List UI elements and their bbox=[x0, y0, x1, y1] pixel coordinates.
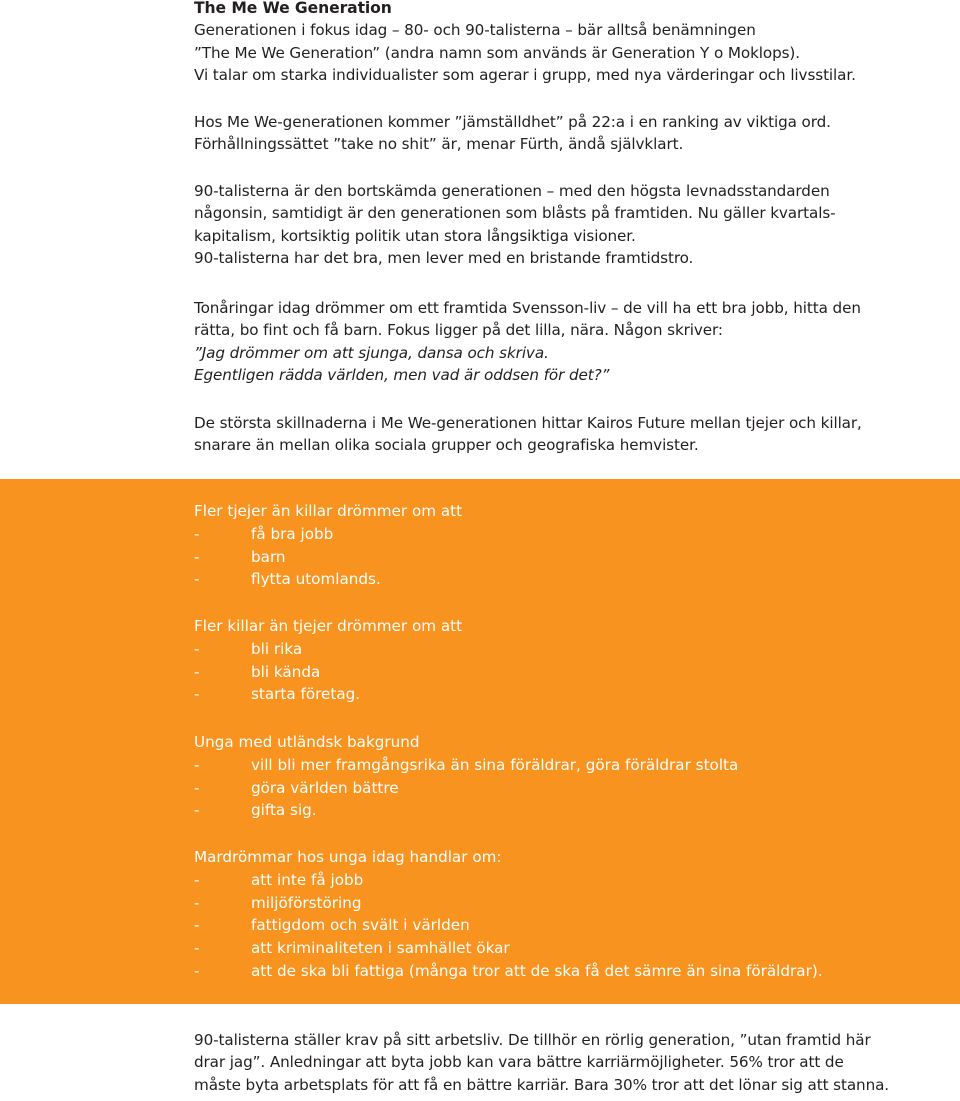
box-group-mardrommar bbox=[194, 846, 934, 983]
paragraph-90-talisterna bbox=[194, 180, 934, 270]
list-item: - bli rika bbox=[194, 639, 303, 658]
paragraph-tonaringar bbox=[194, 297, 934, 387]
box-heading: Fler killar än tjejer drömmer om att bbox=[194, 617, 463, 635]
list-item: - få bra jobb bbox=[194, 524, 334, 543]
list-item: - flytta utomlands. bbox=[194, 570, 381, 589]
intro-line: Vi talar om starka individualister som agerar i grupp, med nya värderingar och livsstilar. bbox=[194, 66, 856, 85]
list-item: - starta företag. bbox=[194, 685, 361, 704]
list-item: - miljöförstöring bbox=[194, 893, 362, 912]
list-item: - att kriminaliteten i samhället ökar bbox=[194, 939, 510, 958]
box-heading: Mardrömmar hos unga idag handlar om: bbox=[194, 848, 502, 866]
box-heading: Fler tjejer än killar drömmer om att bbox=[194, 502, 463, 520]
list-item: - göra världen bättre bbox=[194, 778, 399, 797]
quote-line: Egentligen rädda världen, men vad är oddsen för det?” bbox=[194, 366, 610, 385]
paragraph-line: De största skillnaderna i Me We-generationen hittar Kairos Future mellan tjejer och killar, bbox=[194, 414, 862, 432]
list-item: - fattigdom och svält i världen bbox=[194, 916, 470, 935]
box-heading: Unga med utländsk bakgrund bbox=[194, 733, 420, 751]
paragraph-line: Tonåringar idag drömmer om ett framtida Svensson-liv – de vill ha ett bra jobb, hitta den bbox=[194, 299, 861, 317]
box-group-utlandsk-bakgrund bbox=[194, 731, 934, 822]
list-item: - vill bli mer framgångsrika än sina föräldrar, göra föräldrar stolta bbox=[194, 755, 739, 774]
paragraph-line: någonsin, samtidigt är den generationen som blåsts på framtiden. Nu gäller kvartals- bbox=[194, 204, 836, 223]
paragraph-line: drar jag”. Anledningar att byta jobb kan vara bättre karriärmöjligheter. 56% tror att de bbox=[194, 1053, 844, 1072]
box-group-tjejer bbox=[194, 500, 934, 591]
paragraph-skillnader bbox=[194, 412, 934, 457]
paragraph-line: kapitalism, kortsiktig politik utan stora långsiktiga visioner. bbox=[194, 226, 636, 245]
list-item: - att inte få jobb bbox=[194, 870, 364, 889]
paragraph-line: rätta, bo fint och få barn. Fokus ligger på det lilla, nära. Någon skriver: bbox=[194, 321, 723, 340]
paragraph-ranking bbox=[194, 111, 934, 156]
paragraph-line: 90-talisterna är den bortskämda generationen – med den högsta levnadsstandarden bbox=[194, 182, 830, 200]
list-item: - barn bbox=[194, 547, 286, 566]
page-title: The Me We Generation bbox=[194, 0, 392, 17]
paragraph-arbetsliv bbox=[194, 1029, 934, 1096]
list-item: - gifta sig. bbox=[194, 801, 317, 820]
paragraph-line: Förhållningssättet ”take no shit” är, menar Fürth, ändå självklart. bbox=[194, 135, 684, 154]
intro-line: Generationen i fokus idag – 80- och 90-talisterna – bär alltså benämningen bbox=[194, 21, 756, 40]
intro-line: ”The Me We Generation” (andra namn som används är Generation Y o Moklops). bbox=[194, 43, 800, 62]
box-group-killar bbox=[194, 615, 934, 706]
paragraph-line: Hos Me We-generationen kommer ”jämställdhet” på 22:a i en ranking av viktiga ord. bbox=[194, 113, 831, 131]
intro-section bbox=[194, 0, 934, 87]
paragraph-line: 90-talisterna ställer krav på sitt arbetsliv. De tillhör en rörlig generation, ”utan framtid här bbox=[194, 1031, 871, 1049]
paragraph-line: måste byta arbetsplats för att få en bättre karriär. Bara 30% tror att det lönar sig att stanna. bbox=[194, 1075, 890, 1094]
paragraph-line: snarare än mellan olika sociala grupper och geografiska hemvister. bbox=[194, 436, 699, 455]
list-item: - att de ska bli fattiga (många tror att de ska få det sämre än sina föräldrar). bbox=[194, 961, 823, 980]
quote-line: ”Jag drömmer om att sjunga, dansa och skriva. bbox=[194, 343, 549, 362]
paragraph-line: 90-talisterna har det bra, men lever med en bristande framtidstro. bbox=[194, 249, 694, 268]
list-item: - bli kända bbox=[194, 662, 321, 681]
